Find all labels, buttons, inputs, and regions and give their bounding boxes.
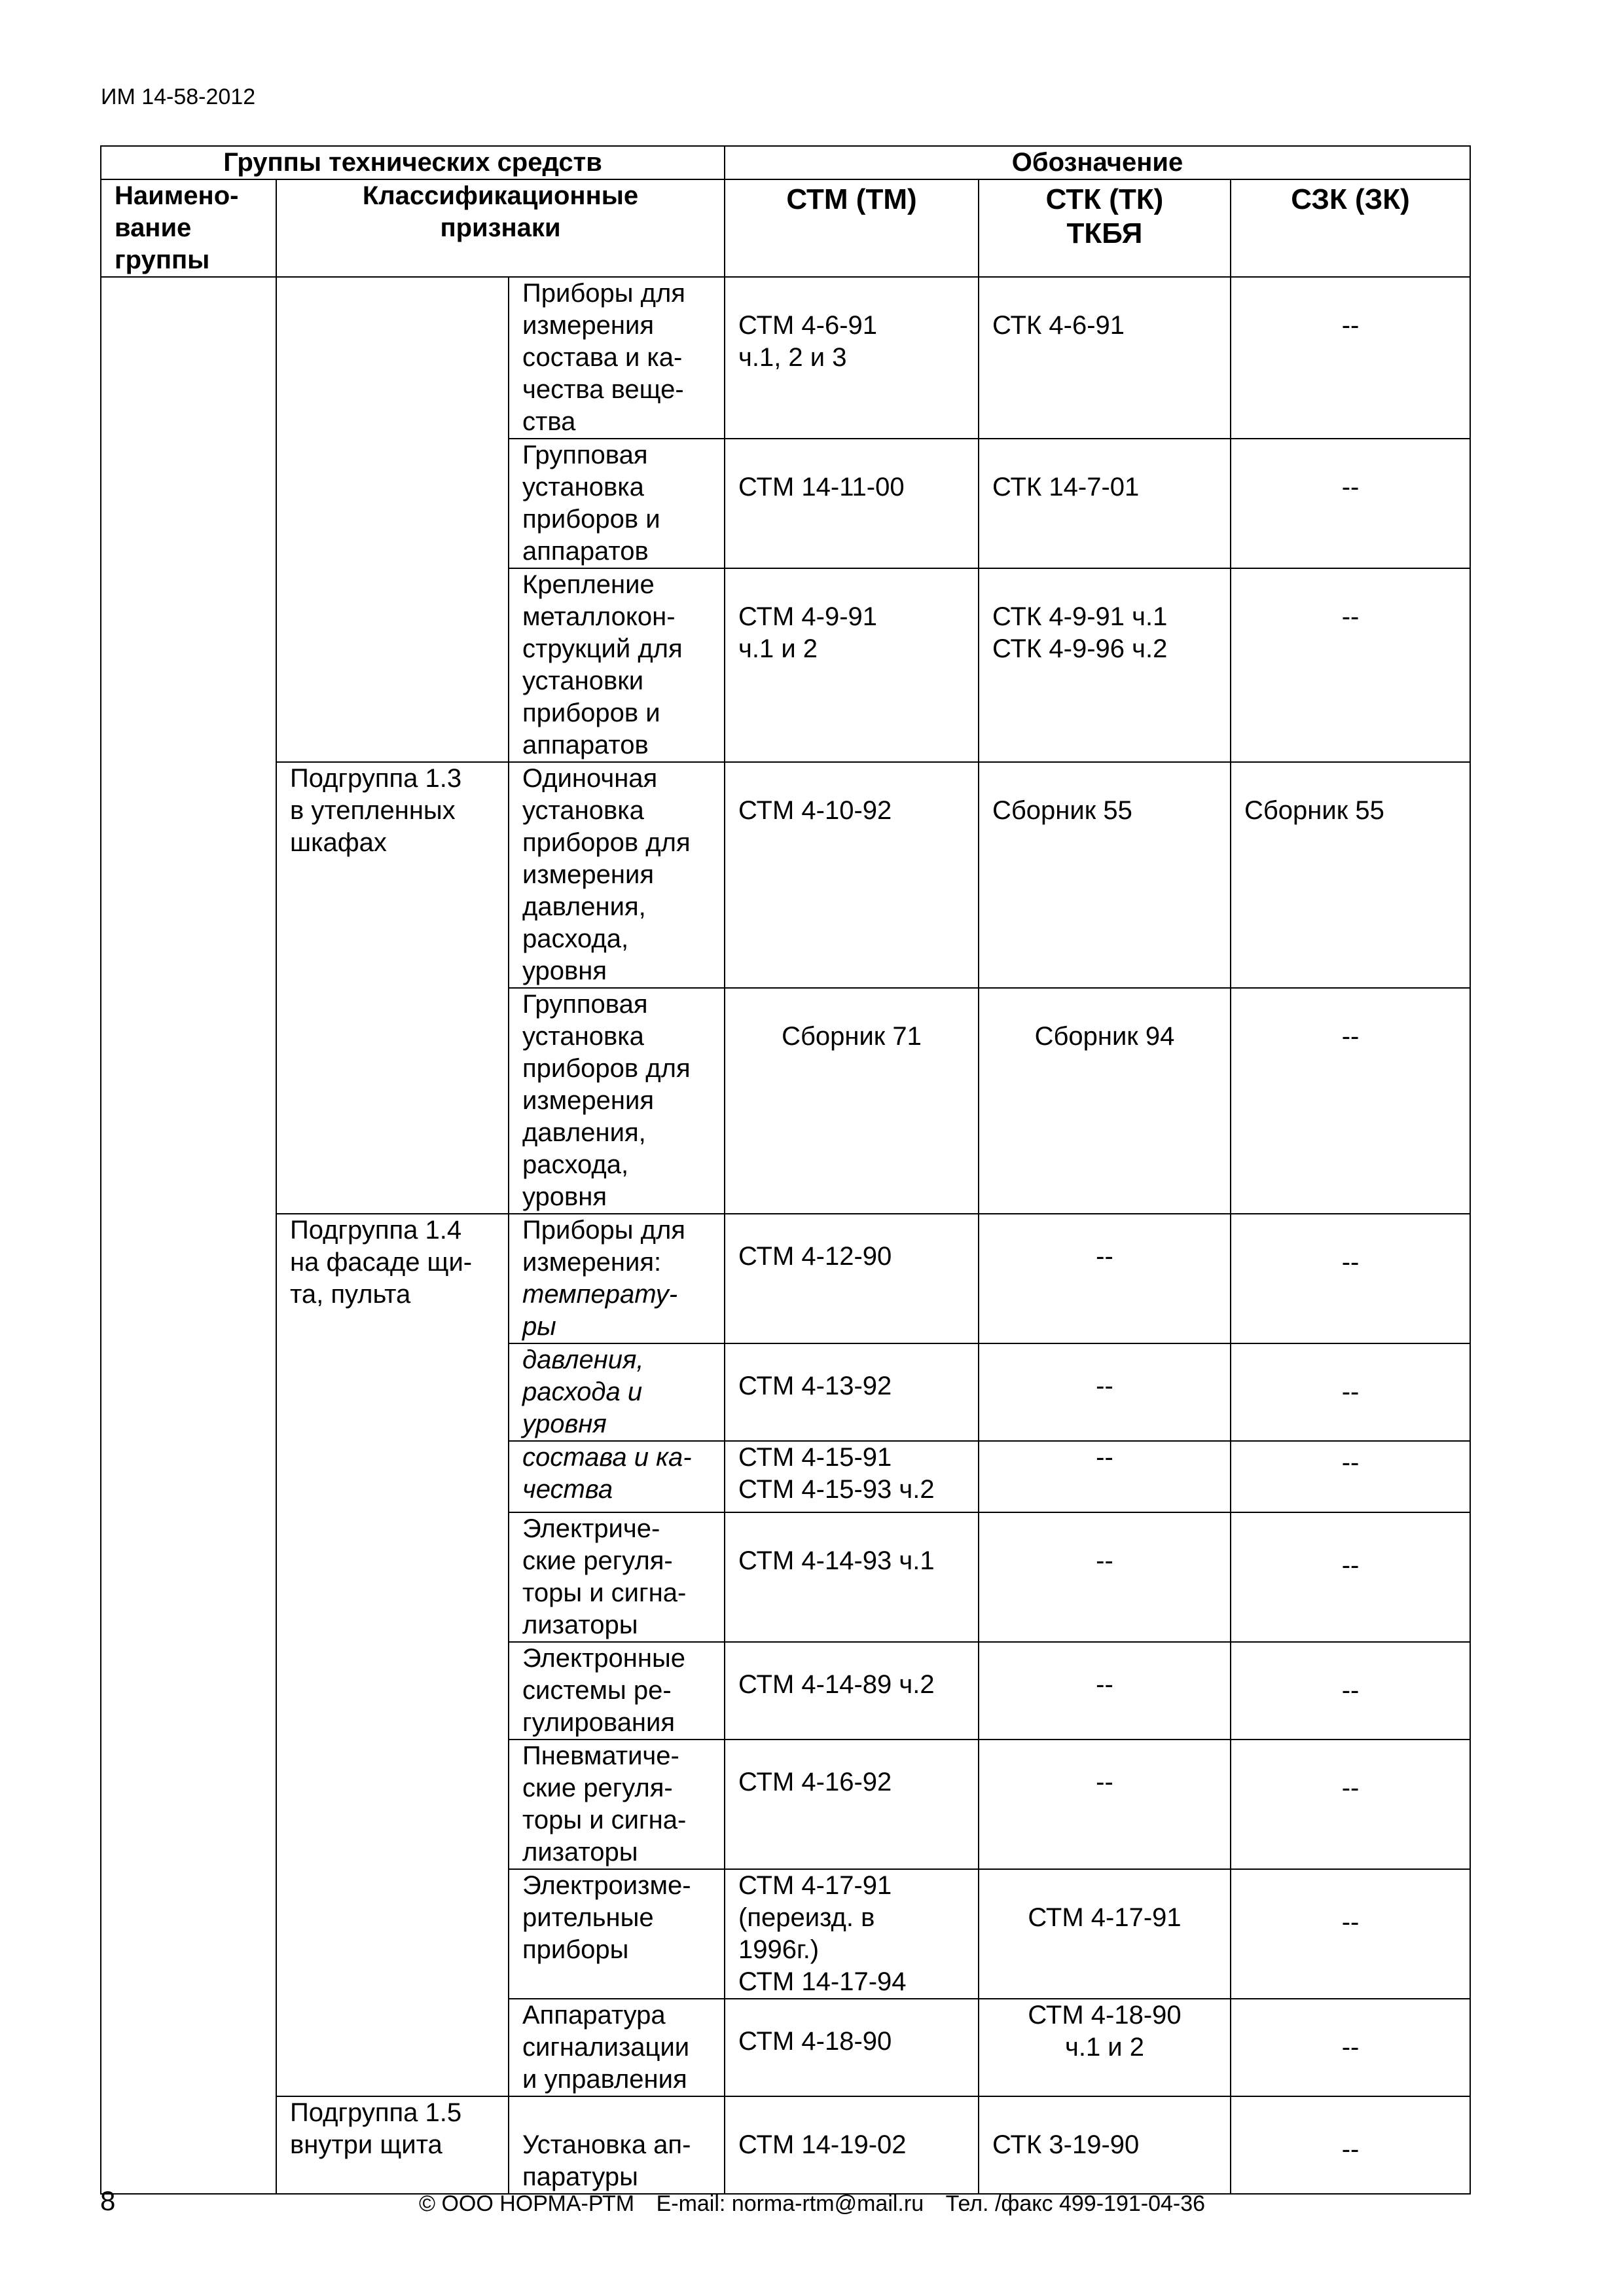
- szk-cell: --: [1231, 1642, 1470, 1740]
- stk-cell: СТК 4-9-91 ч.1 СТК 4-9-96 ч.2: [979, 568, 1231, 762]
- szk-cell: --: [1231, 988, 1470, 1214]
- stm-cell: СТМ 4-14-89 ч.2: [725, 1642, 979, 1740]
- szk-cell: --: [1231, 568, 1470, 762]
- classification-text: Приборы для измерения:: [522, 1216, 685, 1277]
- szk-header: СЗК (ЗК): [1231, 179, 1470, 277]
- stk-cell: --: [979, 1343, 1231, 1441]
- stk-cell: Сборник 55: [979, 762, 1231, 988]
- classification-cell: Аппаратура сигнализации и управления: [509, 1999, 725, 2096]
- group-name-header: Наимено- вание группы: [101, 179, 276, 277]
- designation-header: Обозначение: [725, 146, 1470, 179]
- szk-cell: --: [1231, 1740, 1470, 1869]
- szk-cell: --: [1231, 1214, 1470, 1343]
- stm-cell: СТМ 4-9-91 ч.1 и 2: [725, 568, 979, 762]
- stm-cell: СТМ 4-16-92: [725, 1740, 979, 1869]
- szk-cell: Сборник 55: [1231, 762, 1470, 988]
- classification-cell: [509, 1214, 725, 1343]
- classification-header: Классификационные признаки: [276, 179, 725, 277]
- stk-cell: СТК 14-7-01: [979, 439, 1231, 568]
- stk-cell: СТМ 4-18-90 ч.1 и 2: [979, 1999, 1231, 2096]
- classification-cell: Групповая установка приборов и аппаратов: [509, 439, 725, 568]
- stm-cell: СТМ 14-19-02: [725, 2096, 979, 2194]
- classification-italic-text: температу- ры: [522, 1280, 678, 1341]
- stk-cell: --: [979, 1642, 1231, 1740]
- classification-cell: Пневматиче- ские регуля- торы и сигна- лизаторы: [509, 1740, 725, 1869]
- stk-cell: СТК 3-19-90: [979, 2096, 1231, 2194]
- page-number: 8: [100, 2185, 116, 2216]
- stk-cell: --: [979, 1441, 1231, 1512]
- szk-cell: --: [1231, 439, 1470, 568]
- stm-cell: Сборник 71: [725, 988, 979, 1214]
- szk-cell: --: [1231, 1343, 1470, 1441]
- table-row: [101, 277, 1470, 439]
- stm-cell: СТМ 4-6-91 ч.1, 2 и 3: [725, 277, 979, 439]
- classification-cell: Электроизме- рительные приборы: [509, 1869, 725, 1999]
- szk-cell: --: [1231, 1441, 1470, 1512]
- stm-cell: СТМ 4-12-90: [725, 1214, 979, 1343]
- header-row-1: [101, 146, 1470, 179]
- subgroup-1-3-cell: Подгруппа 1.3 в утепленных шкафах: [276, 762, 509, 1214]
- standards-table: [100, 145, 1471, 2195]
- classification-cell: состава и ка- чества: [509, 1441, 725, 1512]
- classification-cell: Электриче- ские регуля- торы и сигна- лизаторы: [509, 1512, 725, 1642]
- groups-header: Группы технических средств: [101, 146, 725, 179]
- szk-cell: --: [1231, 1869, 1470, 1999]
- szk-cell: --: [1231, 277, 1470, 439]
- stk-header: СТК (ТК) ТКБЯ: [979, 179, 1231, 277]
- classification-cell: Электронные системы ре- гулирования: [509, 1642, 725, 1740]
- stm-cell: СТМ 4-18-90: [725, 1999, 979, 2096]
- szk-cell: --: [1231, 1999, 1470, 2096]
- classification-cell: давления, расхода и уровня: [509, 1343, 725, 1441]
- stk-cell: СТК 4-6-91: [979, 277, 1231, 439]
- classification-cell: Установка ап- паратуры: [509, 2096, 725, 2194]
- classification-cell: Крепление металлокон- струкций для установки приборов и аппаратов: [509, 568, 725, 762]
- stm-header: СТМ (ТМ): [725, 179, 979, 277]
- szk-cell: --: [1231, 2096, 1470, 2194]
- stm-cell: СТМ 4-17-91 (переизд. в 1996г.) СТМ 14-17-94: [725, 1869, 979, 1999]
- classification-cell: Приборы для измерения состава и ка- чества веще- ства: [509, 277, 725, 439]
- group-name-cell: [101, 277, 276, 2194]
- subgroup-cell: [276, 277, 509, 762]
- szk-cell: --: [1231, 1512, 1470, 1642]
- stm-cell: СТМ 4-10-92: [725, 762, 979, 988]
- classification-cell: Одиночная установка приборов для измерения давления, расхода, уровня: [509, 762, 725, 988]
- stk-cell: СТМ 4-17-91: [979, 1869, 1231, 1999]
- stm-cell: СТМ 4-13-92: [725, 1343, 979, 1441]
- copyright-text: © ООО НОРМА-РТМ: [418, 2191, 635, 2216]
- table-row: [101, 1214, 1470, 1343]
- document-code: ИМ 14-58-2012: [101, 84, 256, 109]
- header-row-2: [101, 179, 1470, 277]
- stm-cell: СТМ 4-14-93 ч.1: [725, 1512, 979, 1642]
- stm-cell: СТМ 14-11-00: [725, 439, 979, 568]
- subgroup-1-4-cell: Подгруппа 1.4 на фасаде щи- та, пульта: [276, 1214, 509, 2096]
- phone-text: Тел. /факс 499-191-04-36: [945, 2191, 1206, 2216]
- table-row: [101, 762, 1470, 988]
- stk-cell: Сборник 94: [979, 988, 1231, 1214]
- footer: [0, 2189, 1624, 2218]
- email-text: E-mail: norma-rtm@mail.ru: [656, 2191, 924, 2216]
- classification-cell: Групповая установка приборов для измерения давления, расхода, уровня: [509, 988, 725, 1214]
- stk-cell: --: [979, 1512, 1231, 1642]
- stk-cell: --: [979, 1214, 1231, 1343]
- stm-cell: СТМ 4-15-91 СТМ 4-15-93 ч.2: [725, 1441, 979, 1512]
- subgroup-1-5-cell: Подгруппа 1.5 внутри щита: [276, 2096, 509, 2194]
- table-row: [101, 2096, 1470, 2194]
- stk-cell: --: [979, 1740, 1231, 1869]
